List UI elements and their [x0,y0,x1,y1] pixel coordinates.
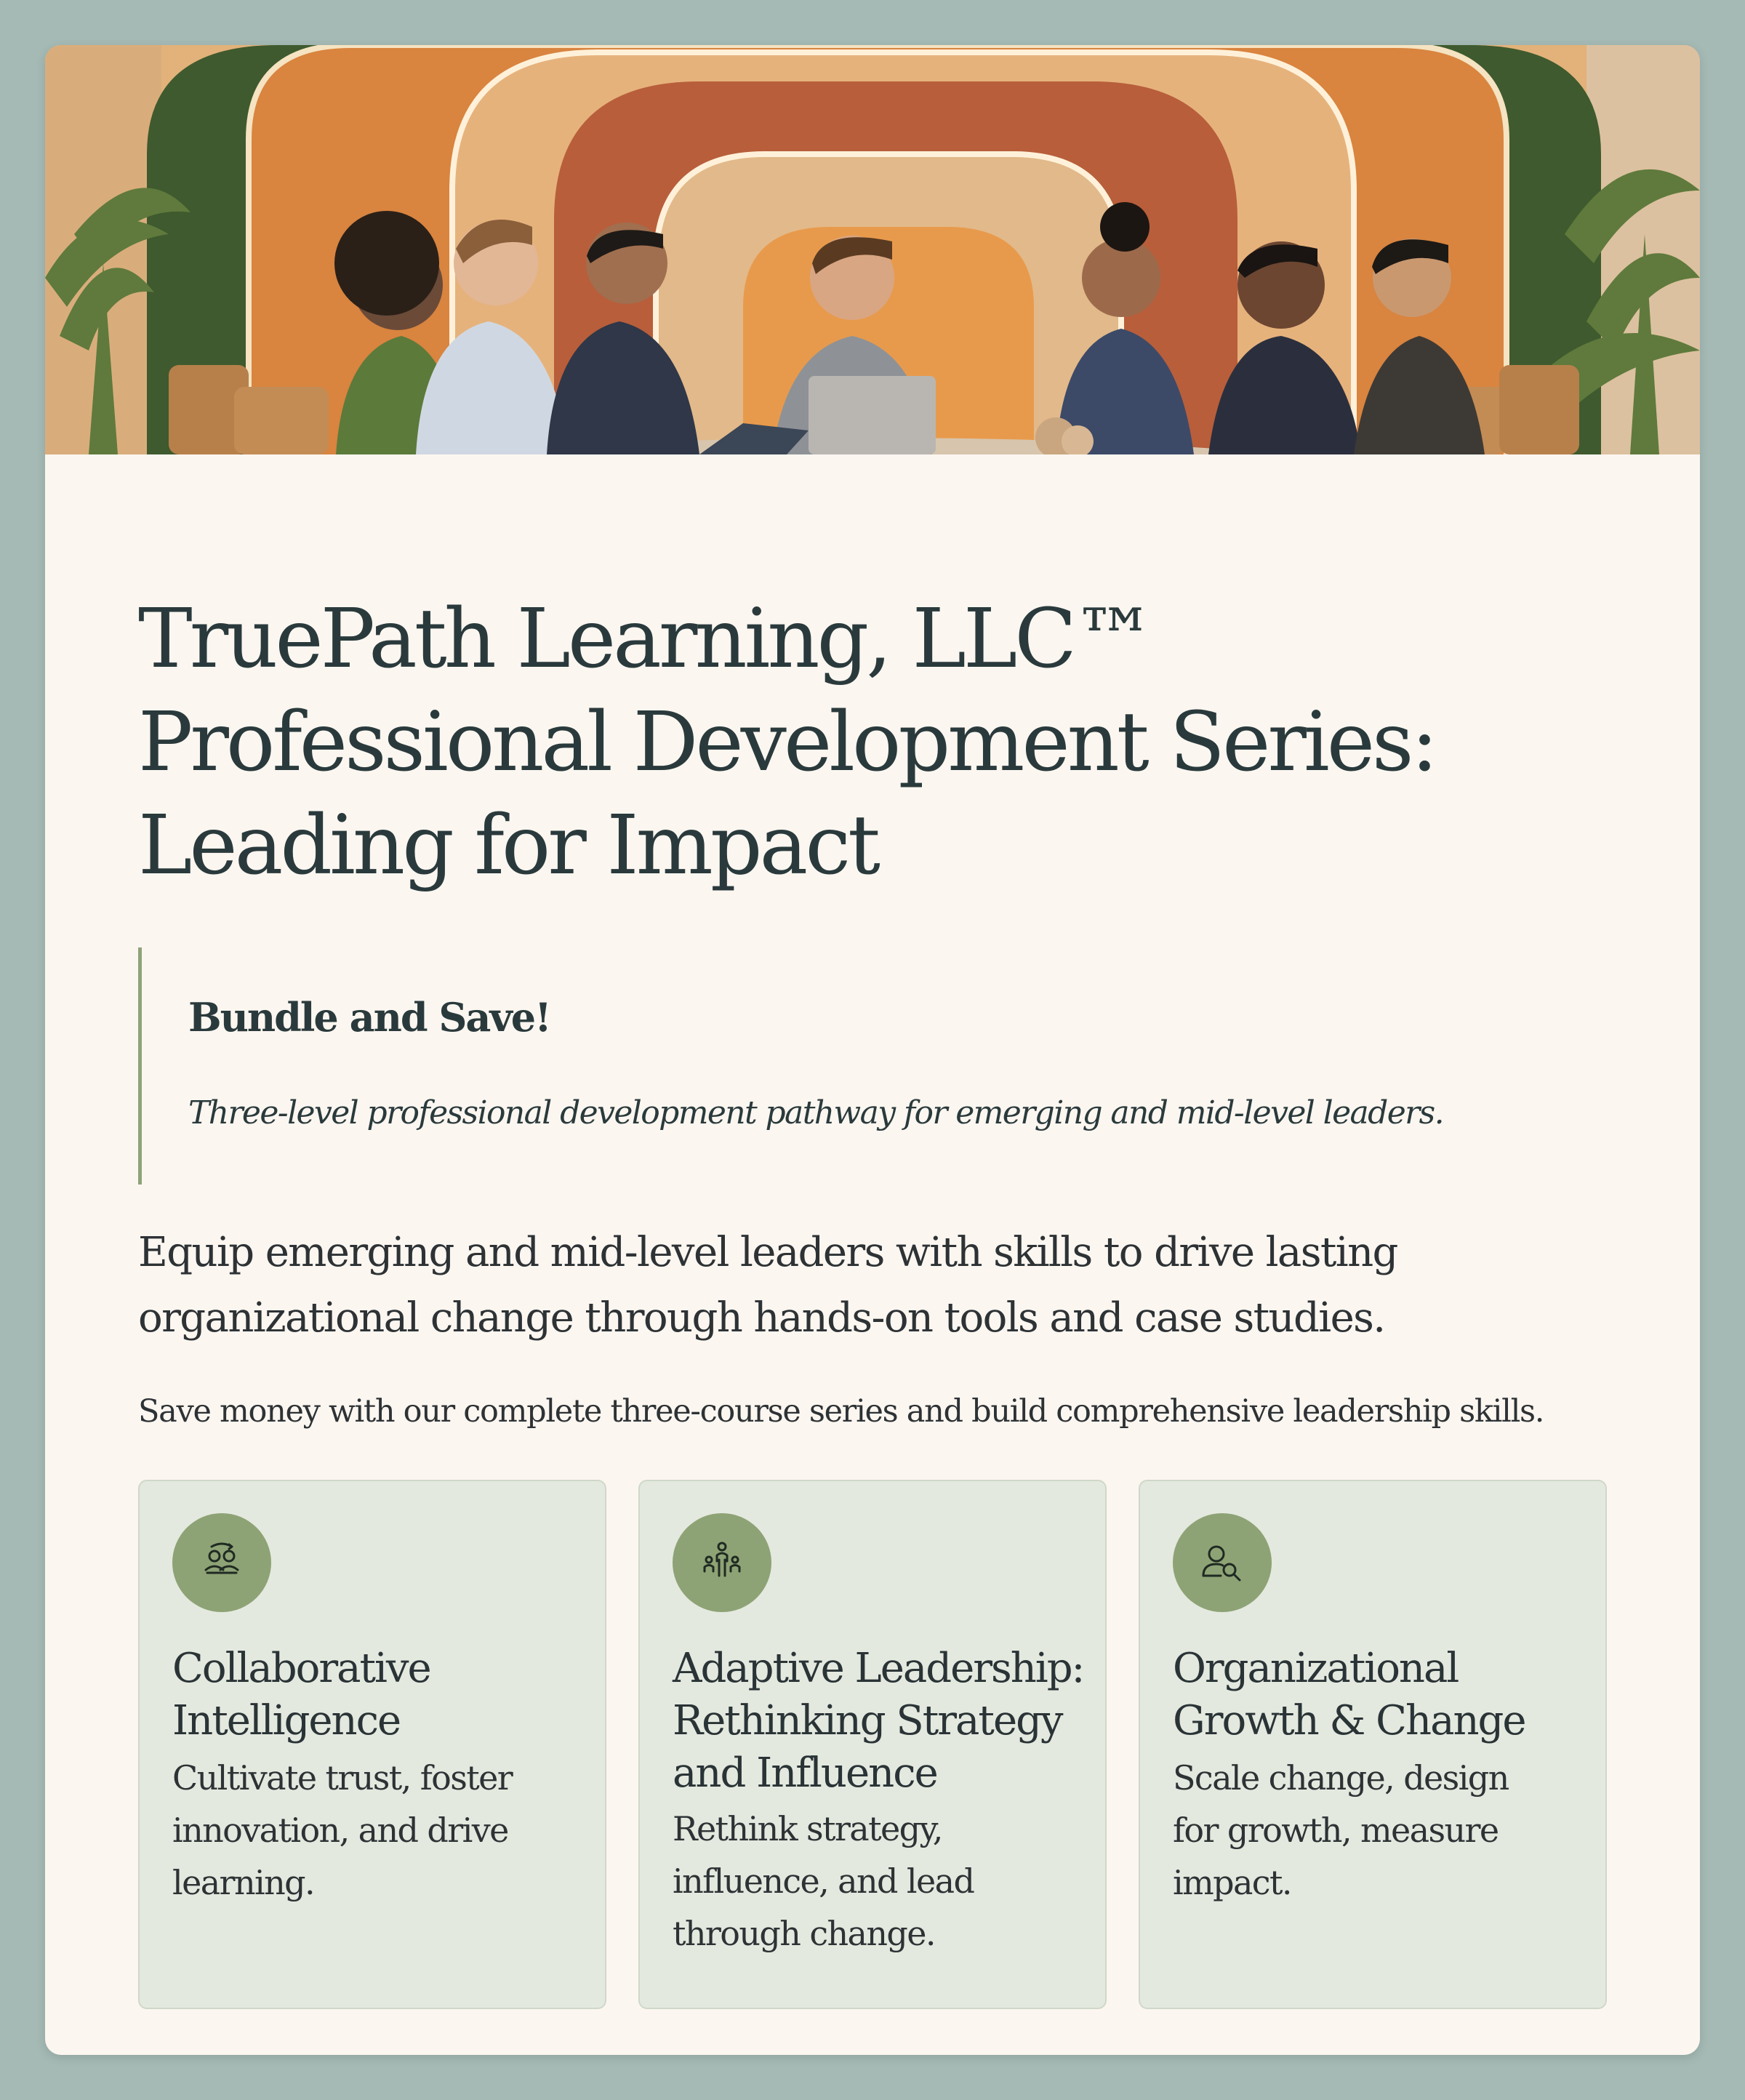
hero-image [45,45,1700,454]
feature-title: Organizational Growth & Change [1173,1645,1525,1744]
feature-card-adaptive-leadership [638,1480,1107,2009]
page-title: TruePath Learning, LLC™ Professional Development Series: Leading for Impact [138,592,1436,893]
bundle-callout [138,947,1607,1185]
intro-sub: Save money with our complete three-course series and build comprehensive leadership skills. [138,1393,1544,1430]
user-search-icon [1173,1513,1272,1612]
feature-card-collaborative-intelligence [138,1480,606,2009]
collaboration-icon [172,1513,271,1612]
feature-title: Adaptive Leadership: Rethinking Strategy and Influence [673,1645,1084,1797]
team-leader-icon [673,1513,771,1612]
feature-description: Cultivate trust, foster innovation, and drive learning. [172,1758,513,1902]
feature-description: Scale change, design for growth, measure impact. [1173,1758,1509,1902]
course-card [45,45,1700,2055]
feature-card-organizational-growth [1139,1480,1607,2009]
callout-text: Three-level professional development pathway for emerging and mid-level leaders. [188,1094,1443,1131]
callout-heading: Bundle and Save! [188,994,550,1041]
intro-lead: Equip emerging and mid-level leaders with skills to drive lasting organizational change through hands-on tools and case studies. [138,1229,1397,1342]
feature-description: Rethink strategy, influence, and lead through change. [673,1809,974,1953]
feature-list [138,1480,1607,2009]
feature-title: Collaborative Intelligence [172,1645,430,1744]
